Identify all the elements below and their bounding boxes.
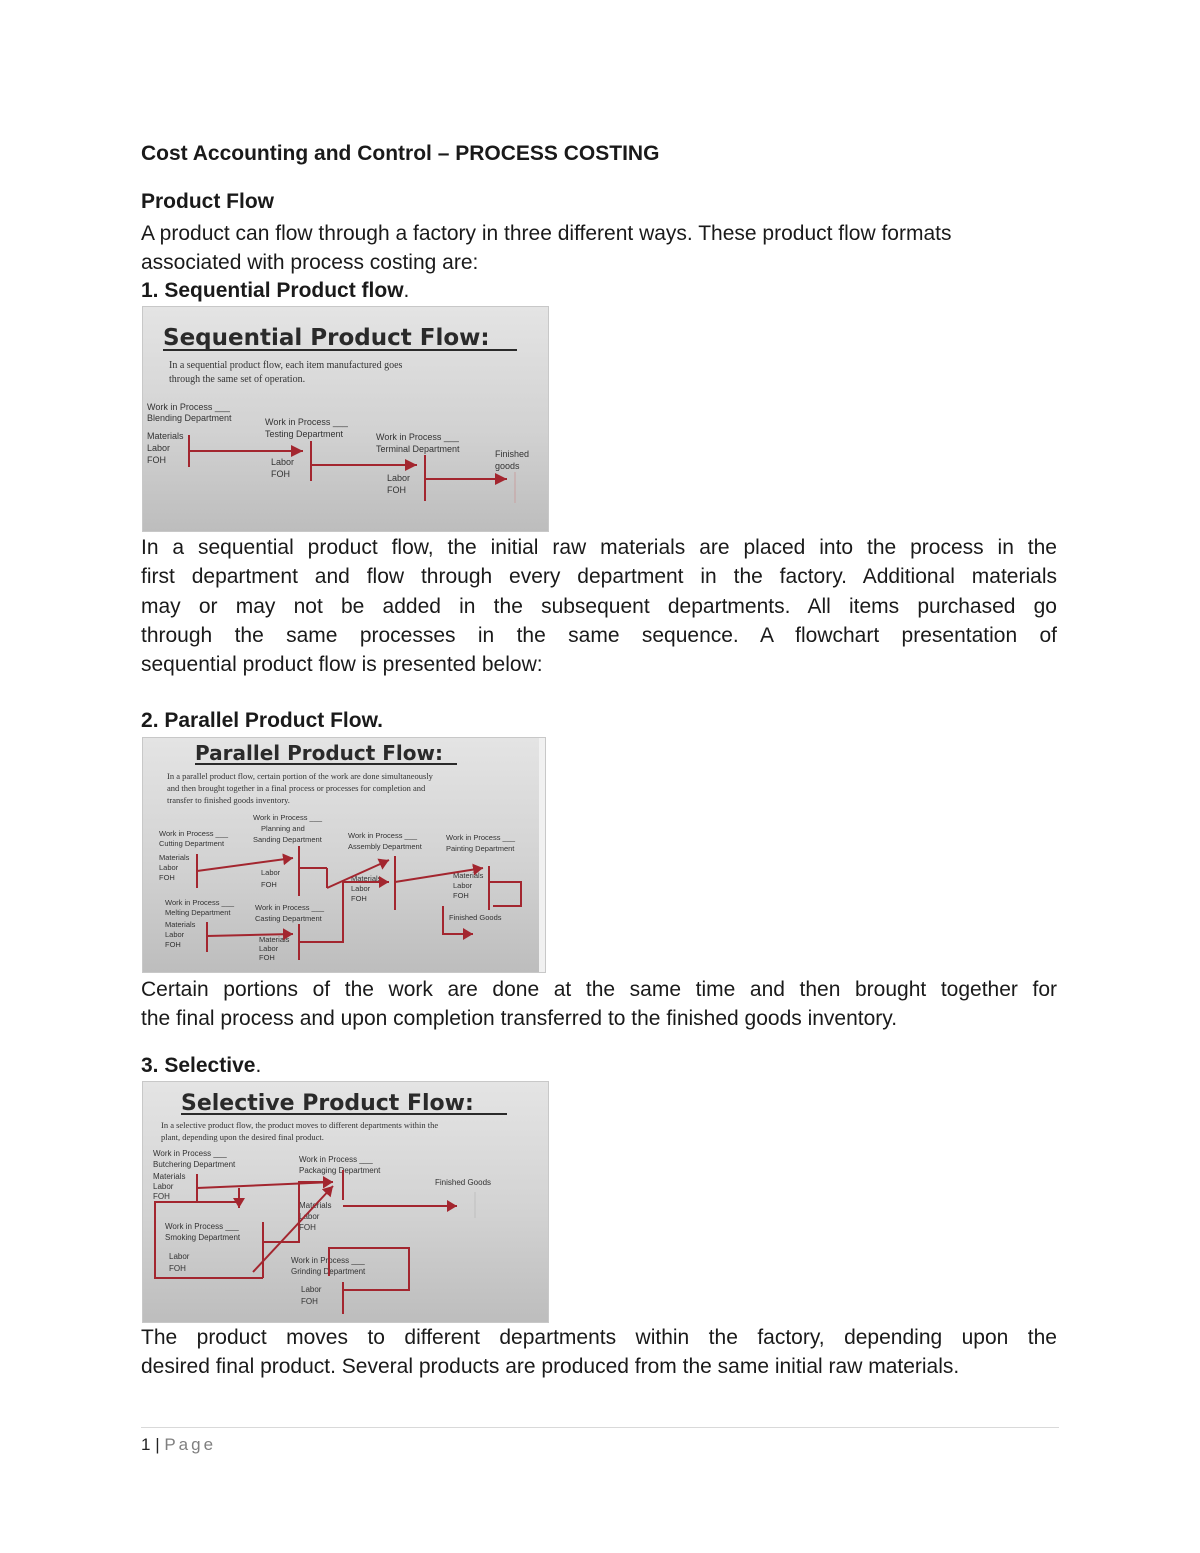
intro-line: associated with process costing are: bbox=[141, 251, 479, 275]
paragraph-line: through the same processes in the same sequence. A flowchart presentation of bbox=[141, 623, 1057, 647]
node-label: Melting Department bbox=[165, 908, 231, 917]
figure-desc: plant, depending upon the desired final product. bbox=[161, 1132, 324, 1142]
output-label: Finished bbox=[495, 449, 530, 459]
input-label: FOH bbox=[147, 455, 166, 465]
flow-arrows bbox=[189, 435, 515, 503]
input-label: FOH bbox=[259, 953, 275, 962]
input-label: Labor bbox=[159, 863, 179, 872]
input-label: Materials bbox=[153, 1172, 186, 1181]
page-label: Page bbox=[164, 1435, 217, 1454]
output-label: Finished Goods bbox=[449, 913, 502, 922]
figure-desc: In a parallel product flow, certain portion of the work are done simultaneously bbox=[167, 771, 433, 781]
input-label: FOH bbox=[165, 940, 181, 949]
node-label: Casting Department bbox=[255, 914, 322, 923]
selective-flow-diagram bbox=[143, 1082, 548, 1322]
input-label: FOH bbox=[271, 469, 290, 479]
input-label: Labor bbox=[271, 457, 295, 467]
input-label: Labor bbox=[301, 1285, 322, 1294]
selective-flow-figure bbox=[142, 1081, 549, 1323]
input-label: Materials bbox=[453, 871, 484, 880]
node-label: Cutting Department bbox=[159, 839, 225, 848]
node-label: Work in Process ___ bbox=[348, 831, 418, 840]
node-label: Blending Department bbox=[147, 413, 232, 423]
node-label: Work in Process ___ bbox=[165, 898, 235, 907]
document-title: Cost Accounting and Control – PROCESS COSTING bbox=[141, 142, 660, 165]
paragraph-line: Certain portions of the work are done at the same time and then brought together for bbox=[141, 978, 1057, 1001]
item-name: Selective bbox=[164, 1054, 256, 1077]
figure-desc: and then brought together in a final process or processes for completion and bbox=[167, 783, 426, 793]
item-suffix: . bbox=[403, 279, 410, 302]
paragraph-line: may or may not be added in the subsequent departments. All items purchased go bbox=[141, 594, 1057, 618]
node-label: Painting Department bbox=[446, 844, 515, 853]
input-label: Materials bbox=[299, 1201, 332, 1210]
node-label: Sanding Department bbox=[253, 835, 322, 844]
node-label: Planning and bbox=[261, 824, 305, 833]
selective-paragraph bbox=[141, 1323, 1057, 1382]
paragraph-line: sequential product flow is presented below: bbox=[141, 653, 543, 677]
input-label: Labor bbox=[453, 881, 473, 890]
node-label: Work in Process ___ bbox=[165, 1222, 239, 1231]
input-label: FOH bbox=[453, 891, 469, 900]
node-label: Work in Process ___ bbox=[376, 432, 459, 442]
node-label: Work in Process ___ bbox=[153, 1149, 227, 1158]
node-label: Work in Process ___ bbox=[291, 1256, 365, 1265]
node-label: Testing Department bbox=[265, 429, 344, 439]
paragraph-line: first department and flow through every department in the factory. Additional materials bbox=[141, 565, 1057, 589]
input-label: Materials bbox=[147, 431, 184, 441]
section-heading: Product Flow bbox=[141, 190, 274, 213]
input-label: Materials bbox=[351, 874, 382, 883]
input-label: Labor bbox=[351, 884, 371, 893]
input-label: Materials bbox=[165, 920, 196, 929]
node-label: Grinding Department bbox=[291, 1267, 366, 1276]
item-name: . Parallel Product Flow. bbox=[152, 709, 383, 732]
input-label: FOH bbox=[153, 1192, 170, 1201]
figure-desc: In a sequential product flow, each item manufactured goes bbox=[169, 360, 403, 371]
sequential-flow-figure bbox=[142, 306, 549, 532]
intro-paragraph bbox=[141, 219, 1057, 278]
sequential-flow-diagram bbox=[143, 307, 548, 531]
paragraph-line: The product moves to different departments within the factory, depending upon the bbox=[141, 1326, 1057, 1349]
paragraph-line: desired final product. Several products are produced from the same initial raw materials. bbox=[141, 1355, 960, 1379]
figure-heading: Parallel Product Flow: bbox=[195, 741, 443, 765]
page-footer bbox=[141, 1435, 216, 1455]
node-label: Butchering Department bbox=[153, 1160, 236, 1169]
node-label: Work in Process ___ bbox=[299, 1155, 373, 1164]
item-number: 3. bbox=[141, 1054, 165, 1077]
input-label: FOH bbox=[261, 880, 277, 889]
parallel-flow-figure bbox=[142, 737, 546, 973]
intro-line: A product can flow through a factory in three different ways. These product flow formats bbox=[141, 222, 952, 245]
figure-heading: Selective Product Flow: bbox=[181, 1091, 474, 1116]
node-label: Terminal Department bbox=[376, 444, 460, 454]
figure-desc: In a selective product flow, the product moves to different departments within the bbox=[161, 1120, 439, 1130]
node-label: Packaging Department bbox=[299, 1166, 381, 1175]
input-label: FOH bbox=[387, 485, 406, 495]
input-label: FOH bbox=[299, 1223, 316, 1232]
figure-desc: through the same set of operation. bbox=[169, 374, 306, 385]
node-label: Work in Process ___ bbox=[255, 903, 325, 912]
input-label: FOH bbox=[159, 873, 175, 882]
parallel-flow-diagram bbox=[143, 738, 545, 972]
node-label: Work in Process ___ bbox=[253, 813, 323, 822]
node-label: Assembly Department bbox=[348, 842, 422, 851]
input-label: Labor bbox=[299, 1212, 320, 1221]
input-label: Labor bbox=[169, 1252, 190, 1261]
input-label: FOH bbox=[169, 1264, 186, 1273]
input-label: Labor bbox=[165, 930, 185, 939]
node-label: Work in Process ___ bbox=[446, 833, 516, 842]
input-label: Labor bbox=[153, 1182, 174, 1191]
input-label: FOH bbox=[301, 1297, 318, 1306]
page-separator: | bbox=[150, 1435, 165, 1454]
node-label: Work in Process ___ bbox=[147, 402, 230, 412]
page-number: 1 bbox=[141, 1435, 151, 1454]
figure-desc: transfer to finished goods inventory. bbox=[167, 795, 290, 805]
figure-heading: Sequential Product Flow: bbox=[163, 325, 490, 351]
output-label: goods bbox=[495, 461, 520, 471]
input-label: Labor bbox=[387, 473, 411, 483]
input-label: Labor bbox=[261, 868, 281, 877]
paragraph-line: the final process and upon completion transferred to the finished goods inventory. bbox=[141, 1007, 898, 1031]
item-heading-parallel bbox=[141, 709, 383, 733]
node-label: Work in Process ___ bbox=[159, 829, 229, 838]
input-label: Labor bbox=[147, 443, 171, 453]
output-label: Finished Goods bbox=[435, 1178, 492, 1187]
item-heading-sequential bbox=[141, 279, 409, 303]
input-label: Materials bbox=[259, 935, 290, 944]
item-suffix: . bbox=[255, 1054, 262, 1077]
input-label: FOH bbox=[351, 894, 367, 903]
parallel-paragraph bbox=[141, 975, 1057, 1034]
input-label: Labor bbox=[259, 944, 279, 953]
input-label: Materials bbox=[159, 853, 190, 862]
item-number: 2 bbox=[141, 709, 153, 732]
flow-arrows bbox=[197, 846, 521, 960]
footer-rule bbox=[141, 1427, 1059, 1428]
figure-edge bbox=[539, 738, 545, 972]
item-heading-selective bbox=[141, 1054, 261, 1078]
sequential-paragraph bbox=[141, 533, 1057, 679]
item-number: 1. bbox=[141, 279, 165, 302]
item-name: Sequential Product flow bbox=[164, 279, 404, 302]
paragraph-line: In a sequential product flow, the initial raw materials are placed into the process in the bbox=[141, 536, 1057, 559]
node-label: Smoking Department bbox=[165, 1233, 241, 1242]
node-label: Work in Process ___ bbox=[265, 417, 348, 427]
